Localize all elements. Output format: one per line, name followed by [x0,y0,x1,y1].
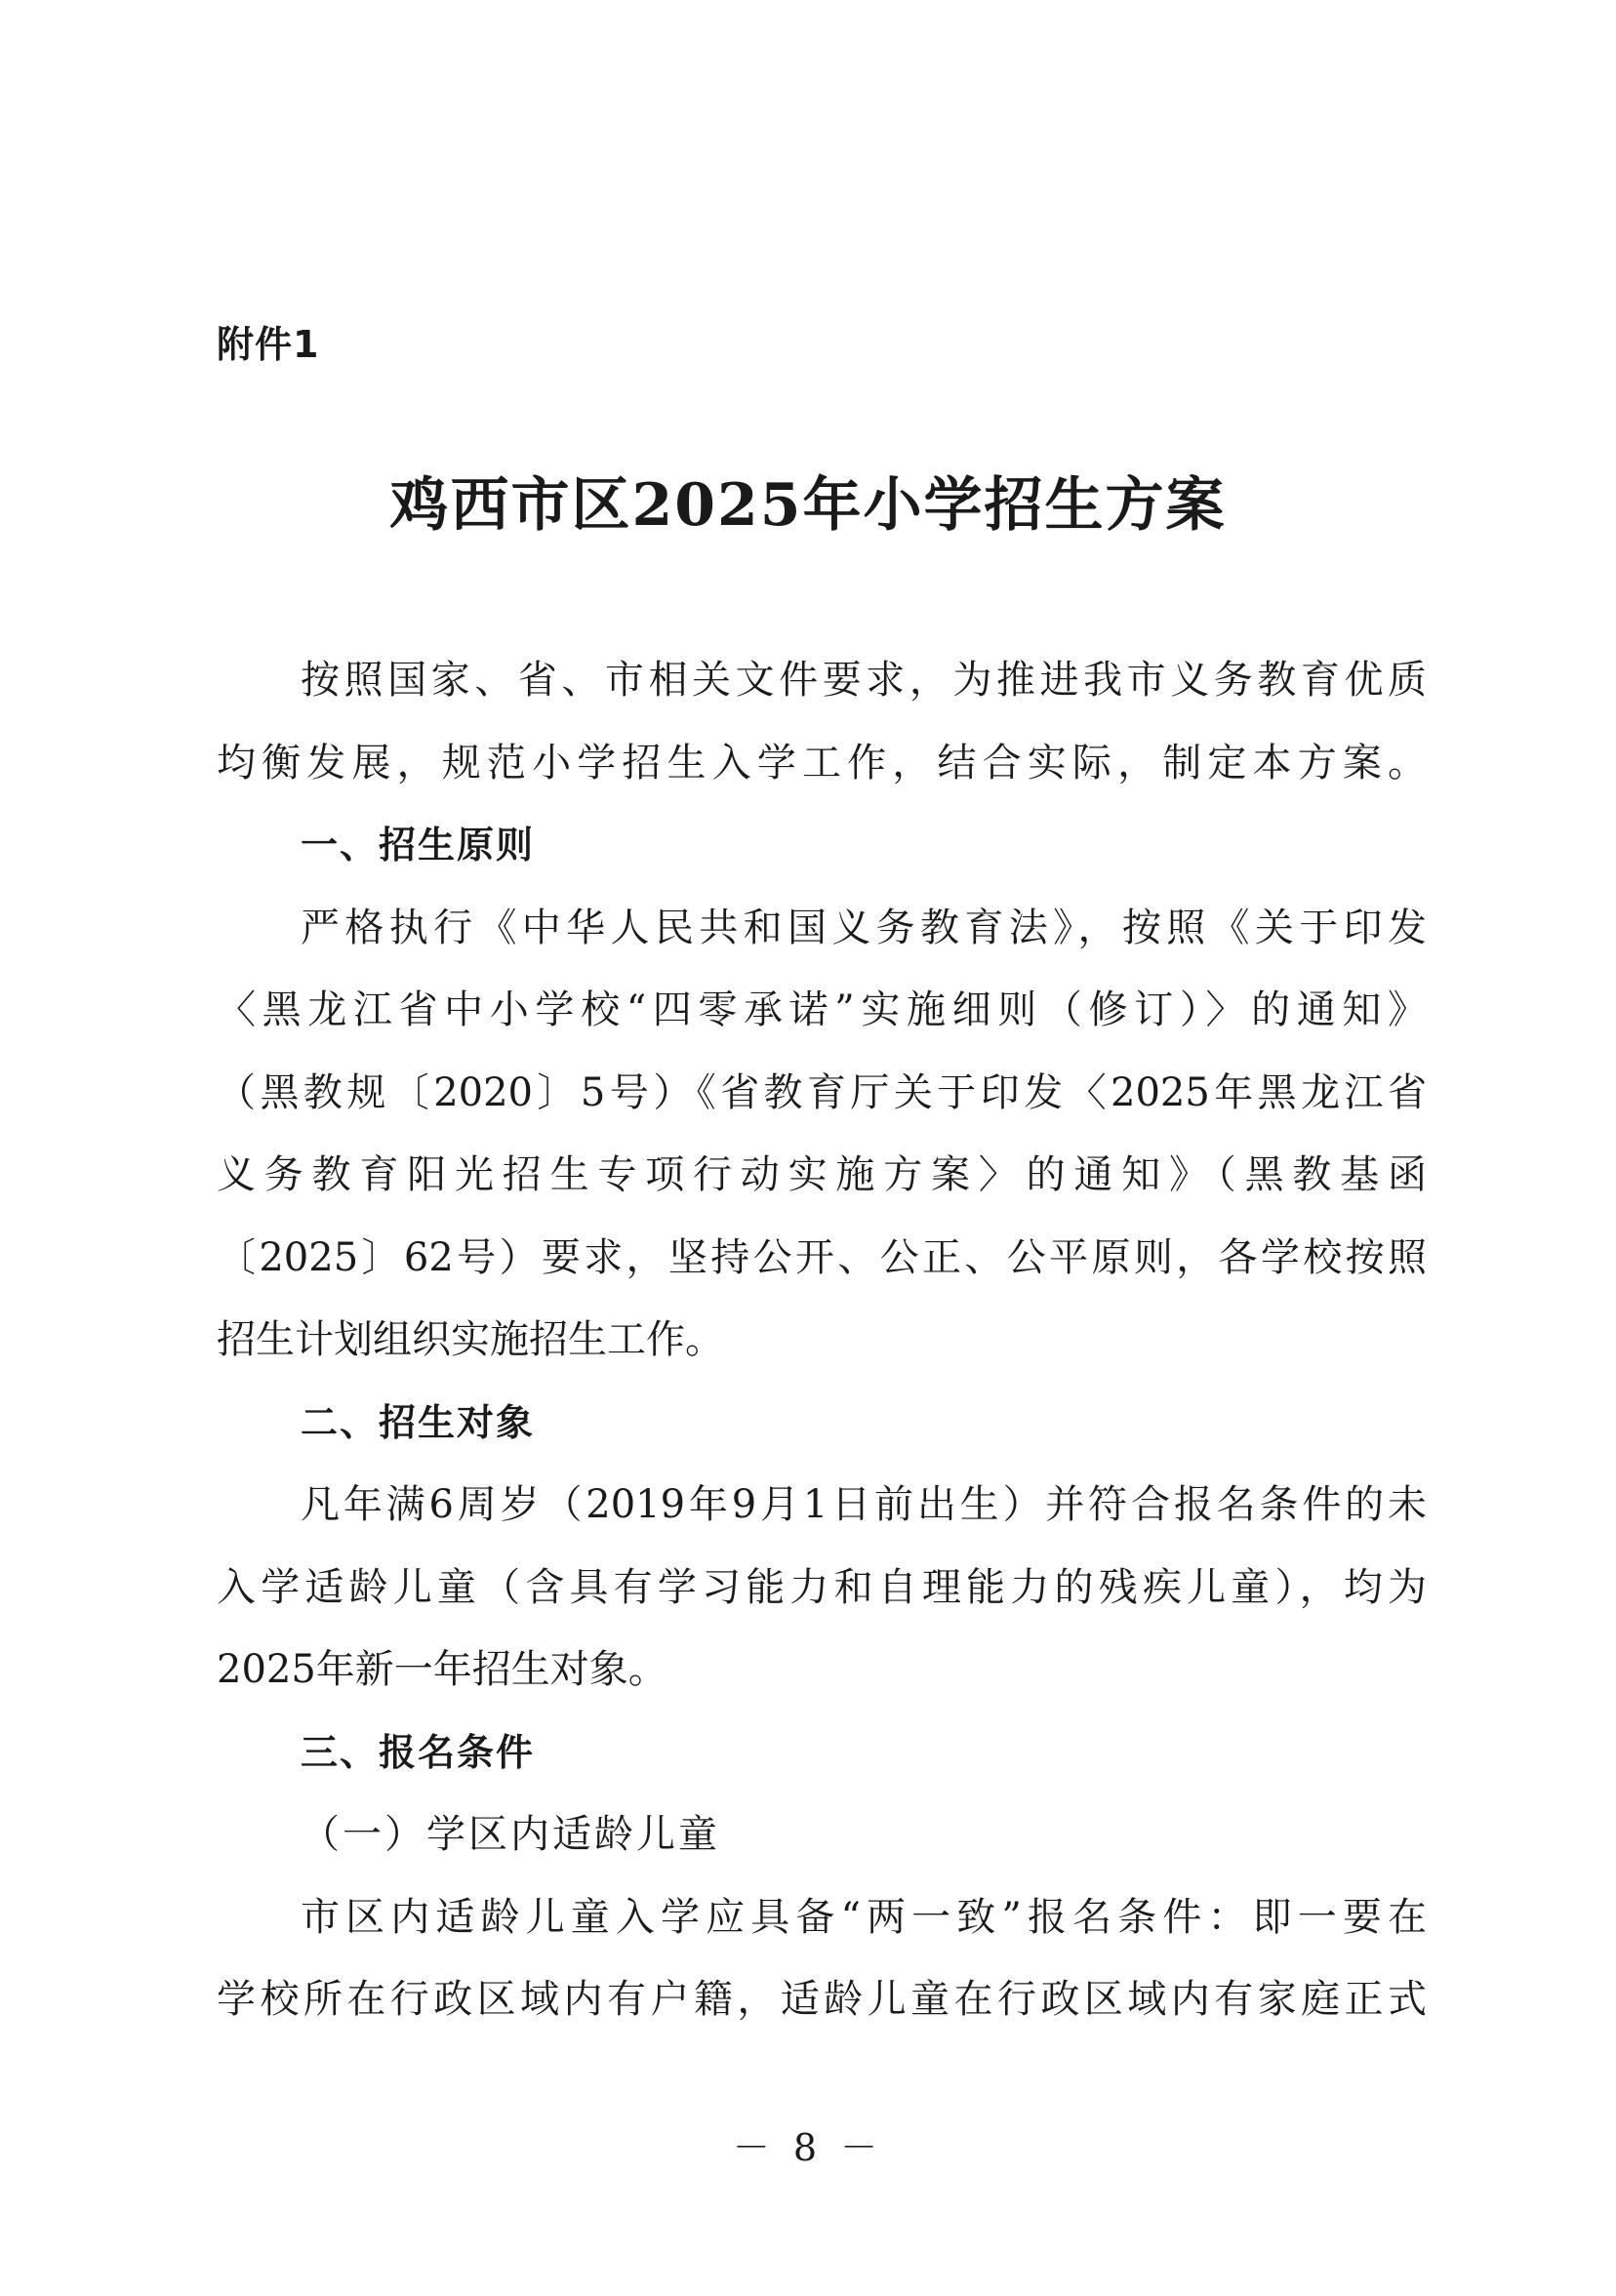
paragraph-line: 〔2025〕62号）要求，坚持公开、公正、公平原则，各学校按照 [217,1234,1427,1280]
paragraph-line: （黑教规〔2020〕5号）《省教育厅关于印发〈2025年黑龙江省 [217,1069,1427,1115]
paragraph-line: 入学适龄儿童（含具有学习能力和自理能力的残疾儿童），均为 [217,1564,1427,1610]
section-heading: 一、招生原则 [301,824,536,866]
section-heading: 二、招生对象 [301,1400,536,1444]
section-heading: 三、报名条件 [301,1730,536,1774]
subsection-heading: （一）学区内适龄儿童 [301,1812,720,1857]
paragraph-line: 市区内适龄儿童入学应具备“两一致”报名条件：即一要在 [301,1894,1427,1940]
paragraph-line: 2025年新一年招生对象。 [217,1647,667,1692]
document-body [217,639,1427,2041]
paragraph-line: 〈黑龙江省中小学校“四零承诺”实施细则（修订）〉的通知》 [217,987,1427,1032]
paragraph-line: 按照国家、省、市相关文件要求，为推进我市义务教育优质 [301,658,1427,703]
paragraph-line: 招生计划组织实施招生工作。 [217,1317,724,1362]
paragraph-line: 严格执行《中华人民共和国义务教育法》，按照《关于印发 [301,905,1427,950]
paragraph-line: 学校所在行政区域内有户籍，适龄儿童在行政区域内有家庭正式 [217,1977,1427,2022]
paragraph-line: 凡年满6周岁（2019年9月1日前出生）并符合报名条件的未 [301,1482,1427,1527]
paragraph-line: 均衡发展，规范小学招生入学工作，结合实际，制定本方案。 [217,740,1427,785]
paragraph-line: 义务教育阳光招生专项行动实施方案〉的通知》（黑教基函 [217,1152,1427,1197]
document-title: 鸡西市区2025年小学招生方案 [389,471,1227,540]
attachment-label: 附件1 [217,323,320,366]
page-number: － 8 － [732,2126,884,2169]
